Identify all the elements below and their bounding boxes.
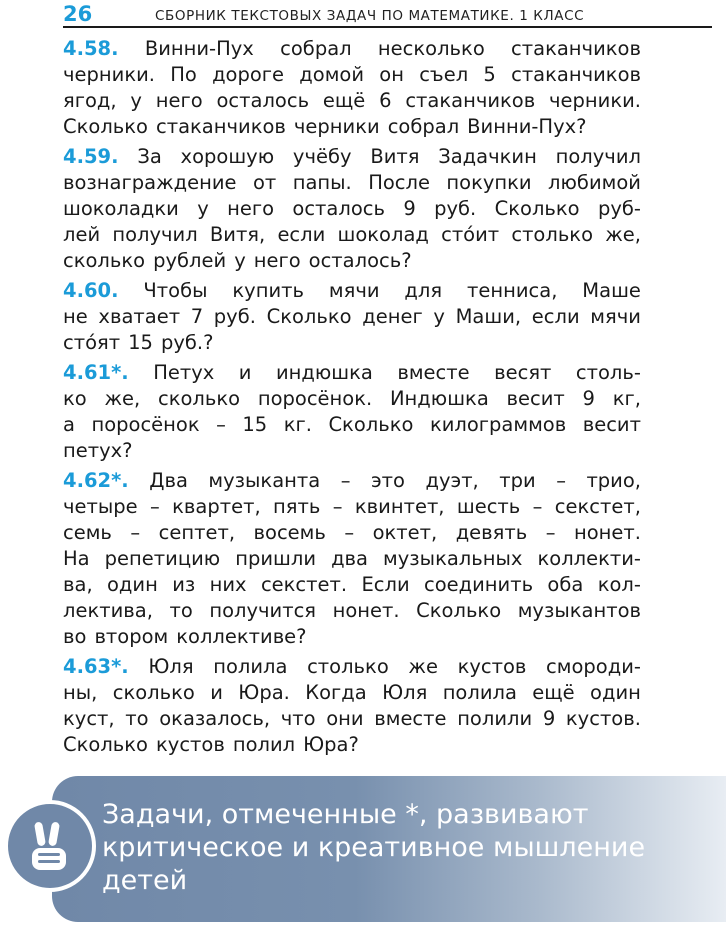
word: полила <box>442 681 517 704</box>
problem-number: 4.59. <box>63 145 119 168</box>
word: Юля <box>382 681 428 704</box>
word: полила <box>213 655 288 678</box>
word: октет, <box>372 521 438 544</box>
word: 9 <box>582 387 595 410</box>
word: у <box>433 305 445 328</box>
problem-line <box>63 62 641 88</box>
word: квинтет, <box>354 495 445 518</box>
word: Петух <box>153 361 215 384</box>
word: Сколько <box>328 413 414 436</box>
word: ва, <box>63 573 93 596</box>
word: стаканчиков <box>511 63 641 86</box>
word: у <box>130 89 142 112</box>
word: Когда <box>305 681 367 704</box>
problem-4-58 <box>63 36 641 140</box>
word: секстет. <box>260 573 348 596</box>
word: руб.? <box>160 331 214 354</box>
banner-line: детей <box>102 865 188 896</box>
word: хорошую <box>180 145 275 168</box>
word: семь <box>63 521 112 544</box>
problem-number: 4.58. <box>63 37 119 60</box>
word: трио, <box>586 469 641 492</box>
word: сколько <box>63 249 146 272</box>
word: они <box>326 707 364 730</box>
word: кустов. <box>565 707 641 730</box>
word: Юра. <box>238 681 290 704</box>
problem-line <box>63 144 641 170</box>
word: поросёнок <box>91 413 200 436</box>
problem-line <box>63 468 641 494</box>
word: Сколько <box>494 197 580 220</box>
word: 15 <box>128 331 153 354</box>
word: а <box>63 413 75 436</box>
word: Два <box>149 469 188 492</box>
banner-line: критическое и креативное мышление <box>102 832 646 863</box>
word: Винни-Пух? <box>467 115 587 138</box>
problem-4-62 <box>63 468 641 650</box>
word: кустов <box>457 655 527 678</box>
word: у <box>234 249 246 272</box>
word: нонет. <box>573 521 641 544</box>
word: девять <box>455 521 528 544</box>
word: вознаграждение <box>63 171 237 194</box>
word: руб. <box>213 305 256 328</box>
problem-line <box>63 572 641 598</box>
word: шоколадки <box>63 197 179 220</box>
word: Сколько <box>266 305 352 328</box>
word: и <box>238 361 252 384</box>
word: вместе <box>397 361 470 384</box>
word: коллекти- <box>537 547 641 570</box>
word: покупки <box>446 171 532 194</box>
word: Юра? <box>303 733 359 756</box>
word: лектива, <box>63 599 153 622</box>
word: то <box>169 599 193 622</box>
word: – <box>532 495 543 518</box>
word: папы. <box>292 171 352 194</box>
word: сколько <box>112 681 195 704</box>
word: шоколад <box>337 223 429 246</box>
word: черники <box>293 115 380 138</box>
word: 5 <box>483 63 496 86</box>
word: пришли <box>235 547 317 570</box>
word: стаканчиков <box>156 115 286 138</box>
word: столько <box>511 223 594 246</box>
problem-line <box>63 114 641 140</box>
word: лей <box>63 223 101 246</box>
word: полили <box>457 707 533 730</box>
problem-line <box>63 360 641 386</box>
page-number: 26 <box>63 2 93 26</box>
word: – <box>216 413 226 436</box>
word: съел <box>419 63 469 86</box>
info-banner <box>52 776 726 922</box>
word: квартет, <box>172 495 261 518</box>
problem-line <box>63 520 641 546</box>
word: полил <box>232 733 296 756</box>
problem-number: 4.61*. <box>63 361 129 384</box>
word: что <box>280 707 316 730</box>
problem-line <box>63 412 641 438</box>
word: купить <box>232 279 304 302</box>
word: кг, <box>612 387 641 410</box>
banner-line: Задачи, отмеченные *, развивают <box>102 799 589 830</box>
victory-hand-badge <box>4 800 96 892</box>
word: 6 <box>379 89 392 112</box>
victory-hand-icon <box>26 820 74 876</box>
word: это <box>370 469 405 492</box>
word: от <box>252 171 277 194</box>
word: стаканчиков <box>511 37 641 60</box>
word: дуэт, <box>425 469 479 492</box>
word: один <box>107 573 158 596</box>
word: пять <box>273 495 321 518</box>
word: кг. <box>283 413 312 436</box>
word: у <box>197 197 209 220</box>
word: же, <box>605 223 641 246</box>
word: 9 <box>403 197 416 220</box>
word: Витя, <box>209 223 266 246</box>
word: мячи <box>590 305 641 328</box>
word: Сколько <box>416 599 502 622</box>
word: тенниса, <box>467 279 558 302</box>
word: Задачкин <box>438 145 537 168</box>
word: получил <box>112 223 198 246</box>
problem-4-60 <box>63 278 641 356</box>
word: собрал <box>280 37 352 60</box>
problem-line <box>63 304 641 330</box>
word: музыкантов <box>517 599 641 622</box>
word: репетицию <box>104 547 221 570</box>
problem-line <box>63 170 641 196</box>
word: получится <box>209 599 317 622</box>
word: же <box>408 655 438 678</box>
word: денег <box>362 305 423 328</box>
problem-line <box>63 196 641 222</box>
word: кол- <box>597 573 641 596</box>
problem-line <box>63 624 641 650</box>
problem-number: 4.60. <box>63 279 119 302</box>
word: килограммов <box>429 413 567 436</box>
word: дороге <box>212 63 285 86</box>
word: несколько <box>377 37 485 60</box>
word: то <box>125 707 149 730</box>
word: осталось <box>292 197 385 220</box>
word: За <box>137 145 162 168</box>
word: кустов <box>156 733 225 756</box>
word: если <box>277 223 326 246</box>
word: столько <box>307 655 389 678</box>
problem-line <box>63 598 641 624</box>
problem-line <box>63 88 641 114</box>
word: Если <box>361 573 410 596</box>
word: нонет. <box>332 599 400 622</box>
word: стаканчиков <box>405 89 536 112</box>
word: ещё <box>532 681 575 704</box>
word: поросёнок. <box>257 387 373 410</box>
problem-4-59 <box>63 144 641 274</box>
problem-line <box>63 36 641 62</box>
word: рублей <box>153 249 227 272</box>
word: Маши, <box>455 305 522 328</box>
page-header <box>63 4 712 28</box>
problem-line <box>63 222 641 248</box>
word: если <box>531 305 580 328</box>
word: – <box>150 495 160 518</box>
problem-line <box>63 330 641 356</box>
word: не <box>63 305 88 328</box>
word: сто́ят <box>63 331 121 354</box>
word: – <box>344 521 355 544</box>
word: восемь <box>253 521 326 544</box>
problem-number: 4.62*. <box>63 469 129 492</box>
word: черники. <box>63 63 155 86</box>
word: Сколько <box>63 115 148 138</box>
word: три <box>499 469 536 492</box>
word: Витя <box>370 145 420 168</box>
word: него <box>155 89 203 112</box>
word: во <box>63 625 87 648</box>
word: После <box>368 171 430 194</box>
word: септет, <box>158 521 236 544</box>
word: он <box>379 63 404 86</box>
word: весят <box>494 361 552 384</box>
word: Сколько <box>63 733 148 756</box>
word: столь- <box>575 361 641 384</box>
problem-line <box>63 248 641 274</box>
word: соединить <box>423 573 534 596</box>
word: четыре <box>63 495 138 518</box>
word: учёбу <box>292 145 352 168</box>
word: хватает <box>98 305 181 328</box>
word: ко <box>63 387 87 410</box>
word: и <box>210 681 223 704</box>
word: мячи <box>328 279 380 302</box>
problem-list <box>63 36 641 762</box>
word: из <box>172 573 196 596</box>
word: него <box>227 197 275 220</box>
word: него <box>253 249 301 272</box>
word: сто́ит <box>441 223 500 246</box>
word: один <box>590 681 641 704</box>
problem-line <box>63 546 641 572</box>
word: петух? <box>63 439 133 462</box>
problem-line <box>63 732 641 758</box>
banner-text <box>102 798 645 897</box>
word: шесть <box>456 495 521 518</box>
word: секстет, <box>554 495 641 518</box>
word: два <box>331 547 368 570</box>
running-title: СБОРНИК ТЕКСТОВЫХ ЗАДАЧ ПО МАТЕМАТИКЕ. 1 КЛАСС <box>155 8 585 24</box>
word: вместе <box>374 707 447 730</box>
word: весит <box>582 413 641 436</box>
problem-number: 4.63*. <box>63 655 129 678</box>
problem-4-61 <box>63 360 641 464</box>
word: втором <box>94 625 169 648</box>
word: – <box>556 469 566 492</box>
word: весит <box>506 387 565 410</box>
word: Юля <box>148 655 194 678</box>
problem-line <box>63 278 641 304</box>
problem-line <box>63 386 641 412</box>
word: 7 <box>190 305 204 328</box>
word: ны, <box>63 681 98 704</box>
word: смороди- <box>546 655 641 678</box>
word: 15 <box>242 413 268 436</box>
word: любимой <box>548 171 641 194</box>
word: коллективе? <box>176 625 307 648</box>
word: оказалось, <box>159 707 271 730</box>
word: собрал <box>387 115 460 138</box>
word: для <box>404 279 443 302</box>
word: руб- <box>597 197 641 220</box>
word: – <box>340 469 351 492</box>
word: осталось? <box>308 249 412 272</box>
problem-4-63 <box>63 654 641 758</box>
word: На <box>63 547 90 570</box>
word: Чтобы <box>143 279 208 302</box>
problem-line <box>63 680 641 706</box>
word: руб. <box>434 197 477 220</box>
problem-line <box>63 706 641 732</box>
word: музыканта <box>208 469 321 492</box>
word: них <box>209 573 247 596</box>
word: Винни-Пух <box>144 37 254 60</box>
word: куст, <box>63 707 115 730</box>
word: Индюшка <box>389 387 489 410</box>
word: ягод, <box>63 89 117 112</box>
word: черники. <box>549 89 641 112</box>
problem-line <box>63 494 641 520</box>
word: 9 <box>542 707 556 730</box>
word: получил <box>555 145 641 168</box>
word: По <box>170 63 197 86</box>
word: домой <box>299 63 365 86</box>
problem-line <box>63 438 641 464</box>
word: осталось <box>216 89 310 112</box>
problem-line <box>63 654 641 680</box>
word: оба <box>547 573 584 596</box>
word: – <box>545 521 556 544</box>
word: ещё <box>322 89 366 112</box>
word: индюшка <box>275 361 373 384</box>
word: Маше <box>582 279 641 302</box>
word: же, <box>104 387 141 410</box>
word: – <box>130 521 141 544</box>
word: музыкальных <box>383 547 523 570</box>
word: – <box>332 495 343 518</box>
word: сколько <box>157 387 241 410</box>
